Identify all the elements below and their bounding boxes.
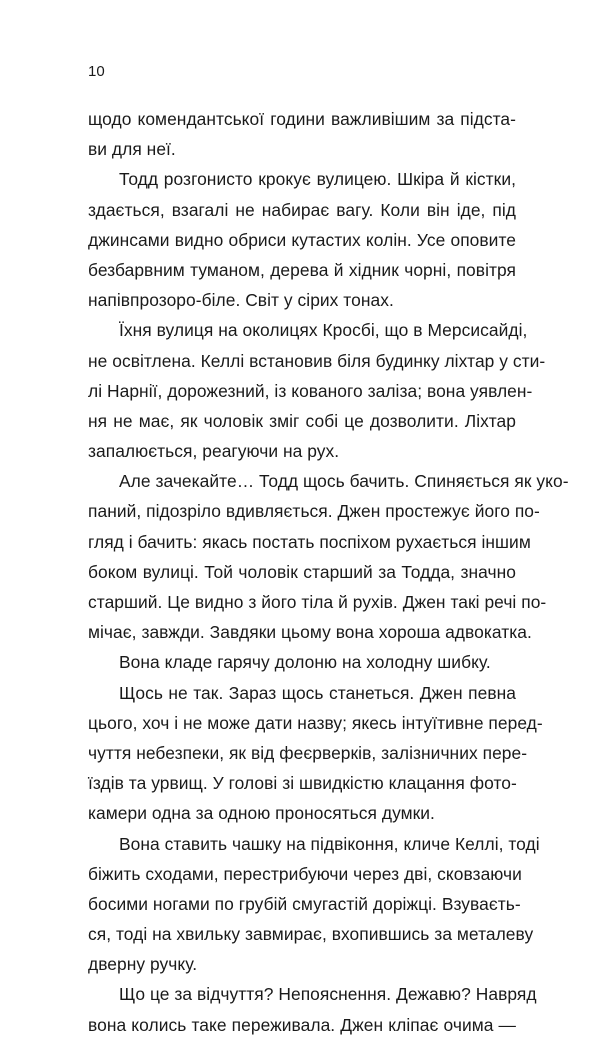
text-line: паний, підозріло вдивляється. Джен простежує його по- [88,501,540,522]
text-line: щодо комендантської години важливішим за підста- [88,109,516,129]
text-line: запалюється, реагуючи на рух. [88,441,340,462]
text-line: боком вулиці. Той чоловік старший за Тодда, значно [88,561,516,582]
text-line: Їхня вулиця на околицях Кросбі, що в Мерсисайді, [119,320,528,341]
text-line: Що це за відчуття? Непояснення. Дежавю? Навряд [119,984,537,1005]
text-line: Але зачекайте… Тодд щось бачить. Спиняється як уко- [119,471,569,492]
text-line: старший. Це видно з його тіла й рухів. Джен такі речі по- [88,592,547,612]
text-line: біжить сходами, перестрибуючи через дві, сковзаючи [88,863,522,884]
text-line: чуття небезпеки, як від феєрверків, залізничних пере- [88,742,528,763]
text-line: лі Нарнії, дорожезний, із кованого заліза; вона уявлен- [88,380,533,401]
text-line: здається, взагалі не набирає вагу. Коли він іде, під [88,199,516,220]
text-line: їздів та урвищ. У голові зі швидкістю клацання фото- [88,773,517,794]
text-line: напівпрозоро-біле. Світ у сірих тонах. [88,290,394,311]
text-line: ся, тоді на хвильку завмирає, вхопившись за металеву [88,924,534,945]
text-line: Вона кладе гарячу долоню на холодну шибку. [119,652,491,673]
text-line: не освітлена. Келлі встановив біля будинку ліхтар у сти- [88,350,546,371]
text-line: мічає, завжди. Завдяки цьому вона хороша адвокатка. [88,622,532,643]
text-line: ня не має, як чоловік зміг собі це дозволити. Ліхтар [88,410,516,431]
text-line: ви для неї. [88,139,176,160]
text-line: дверну ручку. [88,954,198,975]
text-line: гляд і бачить: якась постать поспіхом рухається іншим [88,531,531,552]
text-line: Тодд розгонисто крокує вулицею. Шкіра й кістки, [119,169,516,190]
text-line: вона колись таке переживала. Джен кліпає очима — [88,1014,516,1035]
text-line: джинсами видно обриси кутастих колін. Усе оповите [88,229,516,250]
text-line: Вона ставить чашку на підвіконня, кличе Келлі, тоді [119,833,540,854]
text-line: босими ногами по грубій смугастій доріжці. Взуваєть- [88,893,521,914]
body-text [88,104,569,1040]
page-number: 10 [88,63,105,80]
text-line: камери одна за одною проносяться думки. [88,803,435,824]
text-line: цього, хоч і не може дати назву; якесь інтуїтивне перед- [88,712,543,733]
text-line: Щось не так. Зараз щось станеться. Джен певна [119,682,516,703]
text-line: безбарвним туманом, дерева й хідник чорні, повітря [88,259,516,280]
